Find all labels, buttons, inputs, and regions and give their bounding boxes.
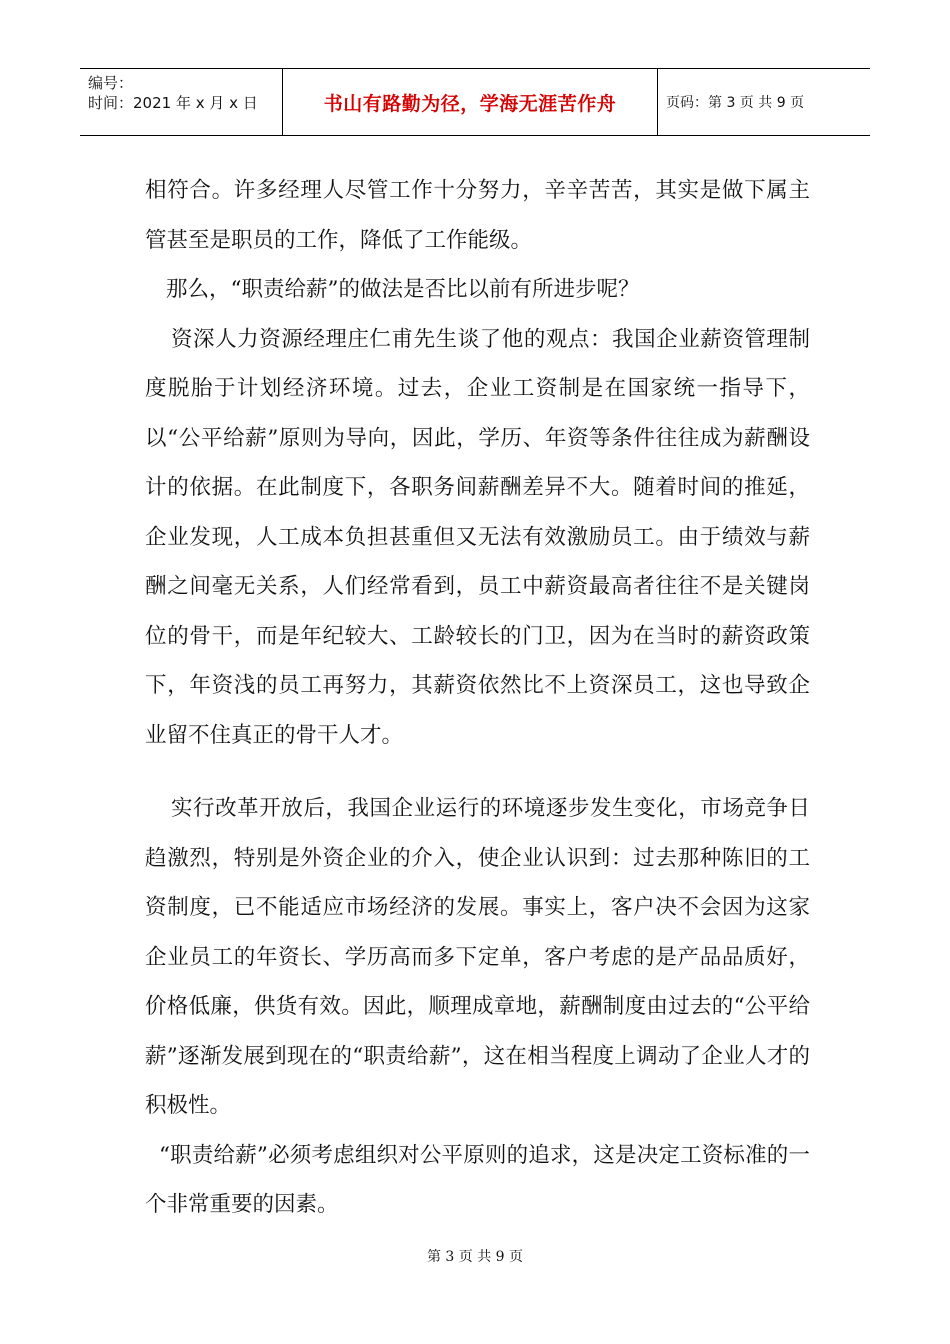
paragraph-question: 那么，“职责给薪”的做法是否比以前有所进步呢？ [166,277,640,302]
header-motto: 书山有路勤为径，学海无涯苦作舟 [323,92,617,115]
header-page-indicator: 页码：第 3 页 共 9 页 [666,95,805,111]
paragraph-fairness: “职责给薪”必须考虑组织对公平原则的追求，这是决定工资标准的一个非常重要的因素。 [145,1142,810,1217]
header-meta [80,69,282,135]
header-motto-cell [282,69,658,135]
page-header [80,68,870,136]
document-number-label: 编号： [88,74,134,92]
paragraph-reform: 实行改革开放后，我国企业运行的环境逐步发生变化，市场竞争日趋激烈，特别是外资企业的介入，使企业认识到：过去那种陈旧的工资制度，已不能适应市场经济的发展。事实上，客户决不会因为这家企业员工的年资长、学历高而多下定单，客户考虑的是产品品质好，价格低廉，供货有效。因此，顺理成章地，薪酬制度由过去的“公平给薪”逐渐发展到现在的“职责给薪”，这在相当程度上调动了企业人才的积极性。 [145,796,810,1118]
paragraph-expert-view: 资深人力资源经理庄仁甫先生谈了他的观点：我国企业薪资管理制度脱胎于计划经济环境。过去，企业工资制是在国家统一指导下，以“公平给薪”原则为导向，因此，学历、年资等条件往往成为薪酬设计的依据。在此制度下，各职务间薪酬差异不大。随着时间的推延，企业发现，人工成本负担甚重但又无法有效激励员工。由于绩效与薪酬之间毫无关系，人们经常看到，员工中薪资最高者往往不是关键岗位的骨干，而是年纪较大、工龄较长的门卫，因为在当时的薪资政策下，年资浅的员工再努力，其薪资依然比不上资深员工，这也导致企业留不住真正的骨干人才。 [145,326,810,748]
document-body [145,166,810,1230]
document-time-label: 时间：2021 年 x 月 x 日 [88,94,258,112]
paragraph-continuation: 相符合。许多经理人尽管工作十分努力，辛辛苦苦，其实是做下属主管甚至是职员的工作，降低了工作能级。 [145,178,810,253]
page-footer: 第 3 页 共 9 页 [426,1249,524,1265]
